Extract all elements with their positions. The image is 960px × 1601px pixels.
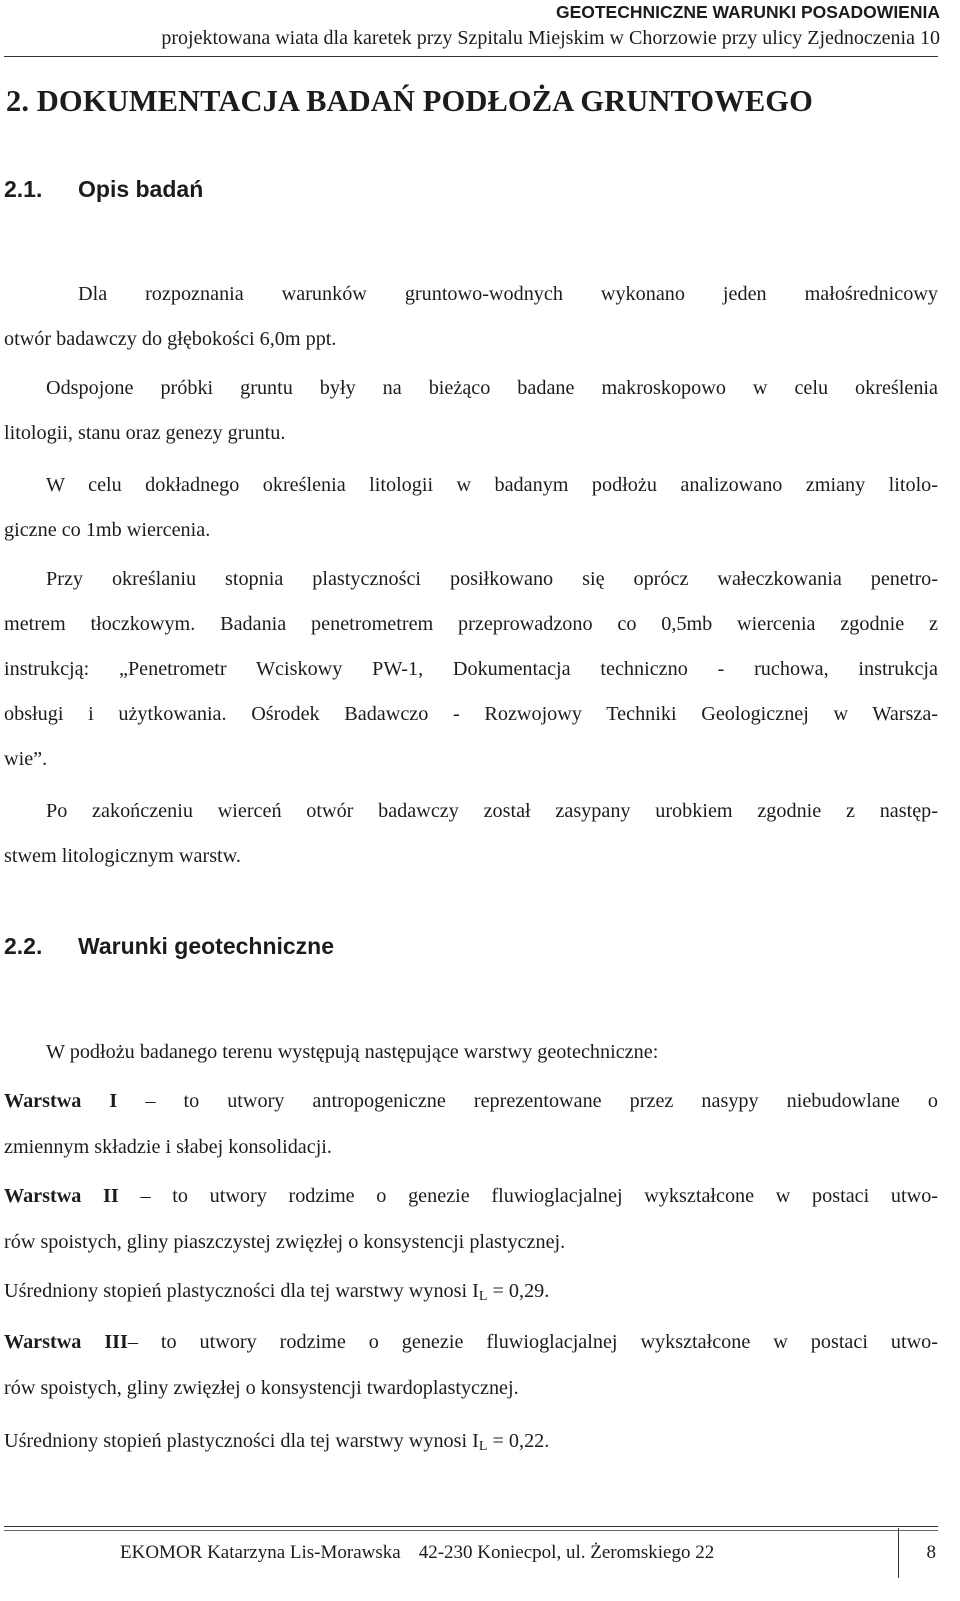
paragraph-line: wie”. bbox=[4, 748, 48, 770]
plasticity-index-line: Uśredniony stopień plastyczności dla tej warstwy wynosi $I_L = 0,29$. bbox=[4, 1280, 550, 1304]
section-title: Warunki geotechniczne bbox=[78, 933, 335, 959]
footer-divider bbox=[4, 1526, 938, 1527]
paragraph-line: Dla rozpoznania warunków gruntowo-wodnych wykonano jeden małośrednicowy bbox=[78, 283, 938, 305]
footer-company: EKOMOR Katarzyna Lis-Morawska bbox=[120, 1542, 401, 1563]
paragraph-line: otwór badawczy do głębokości 6,0m ppt. bbox=[4, 328, 337, 350]
section-number: 2.2. bbox=[4, 933, 43, 959]
plasticity-index-line: Uśredniony stopień plastyczności dla tej warstwy wynosi $I_L = 0,22$. bbox=[4, 1430, 550, 1454]
paragraph-line: instrukcją: „Penetrometr Wciskowy PW-1, Dokumentacja techniczno - ruchowa, instrukcja bbox=[4, 658, 938, 680]
paragraph-line: Po zakończeniu wierceń otwór badawczy został zasypany urobkiem zgodnie z następ- bbox=[46, 800, 938, 822]
chapter-title: 2. DOKUMENTACJA BADAŃ PODŁOŻA GRUNTOWEGO bbox=[6, 84, 813, 118]
layer-2-description: Warstwa II – to utwory rodzime o genezie fluwioglacjalnej wykształcone w postaci utwo- bbox=[4, 1185, 939, 1207]
section-title: Opis badań bbox=[78, 176, 204, 202]
footer-divider-thin bbox=[4, 1530, 938, 1531]
paragraph-line: zmiennym składzie i słabej konsolidacji. bbox=[4, 1136, 332, 1158]
layer-label: Warstwa II bbox=[4, 1185, 119, 1207]
paragraph-line: rów spoistych, gliny zwięzłej o konsystencji twardoplastycznej. bbox=[4, 1377, 519, 1399]
paragraph-line: litologii, stanu oraz genezy gruntu. bbox=[4, 422, 286, 444]
paragraph-line: stwem litologicznym warstw. bbox=[4, 845, 241, 867]
paragraph-line: W celu dokładnego określenia litologii w badanym podłożu analizowano zmiany litolo- bbox=[46, 474, 938, 496]
document-header-subtitle: projektowana wiata dla karetek przy Szpitalu Miejskim w Chorzowie przy ulicy Zjednoczenia 10 bbox=[161, 27, 940, 49]
layer-label: Warstwa I bbox=[4, 1090, 118, 1112]
paragraph-line: metrem tłoczkowym. Badania penetrometrem przeprowadzono co 0,5mb wiercenia zgodnie z bbox=[4, 613, 938, 635]
paragraph-line: rów spoistych, gliny piaszczystej zwięzłej o konsystencji plastycznej. bbox=[4, 1231, 566, 1253]
layer-3-description: Warstwa III– to utwory rodzime o genezie fluwioglacjalnej wykształcone w postaci utwo- bbox=[4, 1331, 938, 1353]
footer-address: 42-230 Koniecpol, ul. Żeromskiego 22 bbox=[418, 1542, 715, 1563]
layer-label: Warstwa III bbox=[4, 1331, 128, 1353]
header-divider bbox=[4, 56, 938, 57]
page-number: 8 bbox=[926, 1542, 936, 1563]
section-number: 2.1. bbox=[4, 176, 43, 202]
paragraph-line: Odspojone próbki gruntu były na bieżąco badane makroskopowo w celu określenia bbox=[46, 377, 938, 399]
paragraph-line: obsługi i użytkowania. Ośrodek Badawczo - Rozwojowy Techniki Geologicznej w Warsza- bbox=[4, 703, 938, 725]
section-heading-2-2 bbox=[4, 933, 334, 960]
layers-intro: W podłożu badanego terenu występują następujące warstwy geotechniczne: bbox=[46, 1041, 659, 1063]
section-heading-2-1 bbox=[4, 176, 203, 203]
footer-page-separator bbox=[898, 1528, 899, 1578]
paragraph-line: Przy określaniu stopnia plastyczności posiłkowano się oprócz wałeczkowania penetro- bbox=[46, 568, 938, 590]
layer-1-description: Warstwa I – to utwory antropogeniczne reprezentowane przez nasypy niebudowlane o bbox=[4, 1090, 939, 1112]
document-header-title: GEOTECHNICZNE WARUNKI POSADOWIENIA bbox=[555, 2, 940, 22]
paragraph-line: giczne co 1mb wiercenia. bbox=[4, 519, 211, 541]
footer bbox=[120, 1542, 732, 1564]
